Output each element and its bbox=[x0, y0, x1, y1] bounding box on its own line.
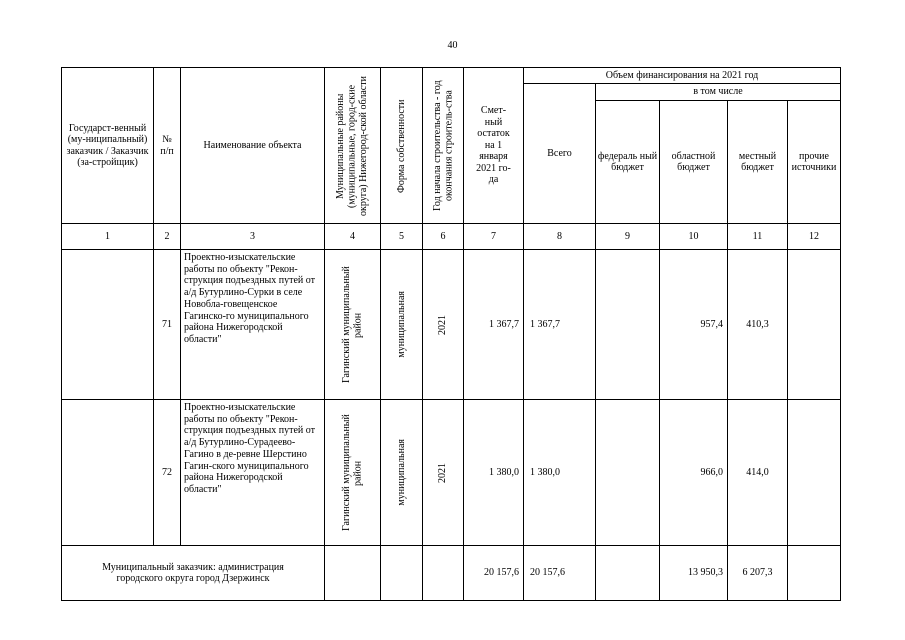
summary-local: 6 207,3 bbox=[728, 546, 788, 601]
district: Гагинский муниципальный район bbox=[341, 266, 364, 383]
header-other: прочие источники bbox=[788, 101, 841, 224]
header-regional: областной бюджет bbox=[660, 101, 728, 224]
header-number: № п/п bbox=[154, 68, 181, 224]
summary-total: 20 157,6 bbox=[524, 546, 596, 601]
col-number: 4 bbox=[325, 224, 381, 250]
header-district: Муниципальные районы (муниципальные, город-ские округа) Нижегород-ской области bbox=[335, 75, 370, 216]
header-years-cell bbox=[423, 68, 464, 224]
header-years: Год начала строительства - год окончания строитель-ства bbox=[431, 80, 454, 211]
column-numbers-row bbox=[62, 224, 841, 250]
year: 2021 bbox=[437, 462, 449, 483]
col-number: 5 bbox=[381, 224, 423, 250]
header-financing: Объем финансирования на 2021 год bbox=[524, 68, 841, 84]
summary-regional: 13 950,3 bbox=[660, 546, 728, 601]
header-federal: федераль ный бюджет bbox=[596, 101, 660, 224]
ownership-cell bbox=[381, 250, 423, 400]
summary-label: Муниципальный заказчик: администрация городского округа город Дзержинск bbox=[62, 546, 325, 601]
object-name: Проектно-изыскательские работы по объекту "Рекон-струкция подъездных путей от а/д Бутурлино-Сурадеево-Гагино в де-ревне Шерстино Гагин-ского муниципального района Нижегородской области" bbox=[181, 400, 325, 546]
row-number: 71 bbox=[154, 250, 181, 400]
balance: 1 380,0 bbox=[464, 400, 524, 546]
header-including: в том числе bbox=[596, 84, 841, 101]
regional: 966,0 bbox=[660, 400, 728, 546]
table-row bbox=[62, 400, 841, 546]
federal bbox=[596, 250, 660, 400]
col-number: 9 bbox=[596, 224, 660, 250]
page-number: 40 bbox=[447, 40, 458, 51]
col-number: 8 bbox=[524, 224, 596, 250]
row-number: 72 bbox=[154, 400, 181, 546]
ownership-cell bbox=[381, 400, 423, 546]
col-number: 6 bbox=[423, 224, 464, 250]
header-ownership-cell bbox=[381, 68, 423, 224]
financing-table bbox=[61, 67, 841, 601]
local: 414,0 bbox=[728, 400, 788, 546]
header-object-name: Наименование объекта bbox=[181, 68, 325, 224]
ownership: муниципальная bbox=[395, 291, 407, 358]
header-ownership: Форма собственности bbox=[395, 98, 407, 193]
federal bbox=[596, 400, 660, 546]
summary-row bbox=[62, 546, 841, 601]
year-cell bbox=[423, 250, 464, 400]
header-total: Всего bbox=[524, 84, 596, 224]
col-number: 3 bbox=[181, 224, 325, 250]
balance: 1 367,7 bbox=[464, 250, 524, 400]
col-number: 2 bbox=[154, 224, 181, 250]
object-name: Проектно-изыскательские работы по объекту "Рекон-струкция подъездных путей от а/д Бутурлино-Сурки в селе Новобла-говещенское Гагинско-го муниципального района Нижегородской области" bbox=[181, 250, 325, 400]
col-number: 1 bbox=[62, 224, 154, 250]
district-cell bbox=[325, 250, 381, 400]
col-number: 10 bbox=[660, 224, 728, 250]
ownership: муниципальная bbox=[395, 439, 407, 506]
summary-balance: 20 157,6 bbox=[464, 546, 524, 601]
header-local: местный бюджет bbox=[728, 101, 788, 224]
year-cell bbox=[423, 400, 464, 546]
col-number: 11 bbox=[728, 224, 788, 250]
other bbox=[788, 400, 841, 546]
col-number: 12 bbox=[788, 224, 841, 250]
other bbox=[788, 250, 841, 400]
district-cell bbox=[325, 400, 381, 546]
local: 410,3 bbox=[728, 250, 788, 400]
col-number: 7 bbox=[464, 224, 524, 250]
header-district-cell bbox=[325, 68, 381, 224]
table-row bbox=[62, 250, 841, 400]
regional: 957,4 bbox=[660, 250, 728, 400]
total: 1 367,7 bbox=[524, 250, 596, 400]
header-customer: Государст-венный (му-ниципальный) заказчик / Заказчик (за-стройщик) bbox=[62, 68, 154, 224]
district: Гагинский муниципальный район bbox=[341, 414, 364, 531]
year: 2021 bbox=[437, 314, 449, 335]
header-balance: Смет-ный остаток на 1 января 2021 го-да bbox=[464, 68, 524, 224]
total: 1 380,0 bbox=[524, 400, 596, 546]
